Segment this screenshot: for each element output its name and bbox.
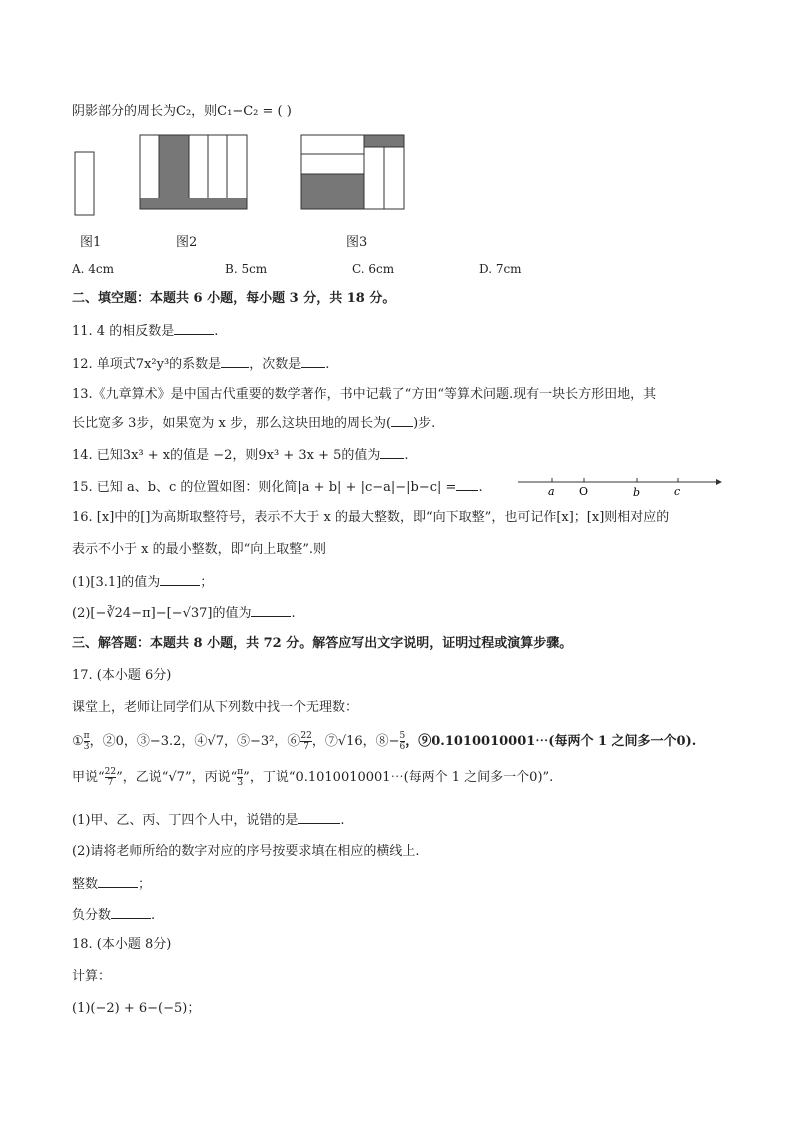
frac-num: π [237,767,244,777]
frac-den: 3 [237,778,244,788]
section-3-heading: 三、解答题：本题共 8 小题，共 72 分。解答应写出文字说明，证明过程或演算步骤。 [72,636,573,651]
q17-negative-fractions-tail: . [151,908,156,923]
question-15 [72,478,483,497]
q16-blank-1 [160,573,200,586]
q17-sub-1 [72,811,345,830]
q18-sub-1: (1)(−2) + 6−(−5)； [72,1001,201,1016]
q11-text: 11. 4 的相反数是 [72,324,175,339]
option-b: B. 5cm [225,262,268,276]
frac-num: 22 [104,767,117,777]
q12-part-a: 12. 单项式7x²y³的系数是 [72,357,222,372]
q16-line-2: 表示不小于 x 的最小整数，即“向上取整”.则 [72,542,327,557]
frac-num: π [83,731,90,741]
fraction-22-over-7 [300,731,311,752]
q17-negative-fractions-blank [111,906,151,919]
q17-integers-blank [98,875,138,888]
q13-line-2a: 长比宽多 3步，如果宽为 x 步，那么这块田地的周长为( [72,416,392,431]
figure-3-label: 图3 [346,235,368,250]
q15-text: 15. 已知 a、b、c 的位置如图：则化简|a + b| + |c−a|−|b−c| = [72,480,457,495]
q16-blank-2 [251,604,291,617]
q16-sub-1-text: (1)[3.1]的值为 [72,575,161,590]
question-11 [72,322,218,341]
q17-sub-1-tail: . [340,813,345,828]
q12-blank-2 [301,355,325,368]
frac-num: 5 [399,731,406,741]
q16-sub-2 [72,604,296,623]
q17-sub-1-text: (1)甲、乙、丙、丁四个人中，说错的是 [72,813,299,828]
q18-intro: 计算： [72,969,112,984]
figure-1-label: 图1 [80,235,102,250]
q13-blank [391,414,413,427]
fraction-22-over-7 [105,767,116,788]
section-2-heading: 二、填空题：本题共 6 小题，每小题 3 分，共 18 分。 [72,291,396,306]
q17-negative-fractions [72,906,155,925]
frac-den: 6 [399,742,406,752]
q17-list-part-d: ，⑨0.1010010001⋯(每两个 1 之间多一个0). [405,734,697,749]
q17-number-list [72,731,696,752]
q12-blank-1 [221,355,249,368]
option-d: D. 7cm [479,262,522,276]
q13-line-2 [72,414,435,433]
numline-label-b: b [633,486,641,499]
q15-blank [456,478,478,491]
figure-2-label: 图2 [176,235,198,250]
frac-num: 22 [300,731,312,741]
q16-sub-2-text: (2)[−∛24−π]−[−√37]的值为 [72,606,252,621]
figure-2 [139,134,249,212]
q17-negative-fractions-label: 负分数 [72,908,112,923]
question-14 [72,446,409,465]
q17-integers-label: 整数 [72,877,99,892]
q17-list-part-b: ，②0，③−3.2，④√7，⑤−3²，⑥ [89,734,301,749]
numline-label-a: a [548,485,555,498]
q17-says-a: 甲说“ [72,770,105,785]
question-12 [72,355,329,374]
figure-1 [74,151,96,217]
q14-tail: . [404,448,409,463]
numline-label-o: O [579,485,589,498]
q17-list-part-c: ，⑦√16，⑧− [311,734,400,749]
q17-intro: 课堂上，老师让同学们从下列数中找一个无理数： [72,700,359,715]
q15-tail: . [478,480,483,495]
q14-blank [380,446,404,459]
q10-stem: 阴影部分的周长为C₂，则C₁−C₂ = ( ) [72,104,292,119]
figure-3 [300,134,406,212]
option-c: C. 6cm [352,262,395,276]
q11-tail: . [214,324,219,339]
q17-head: 17. (本小题 6分) [72,668,172,683]
frac-den: 3 [83,742,90,752]
q16-sub-2-tail: . [291,606,296,621]
q17-says-c: ”，丁说“0.1010010001⋯(每两个 1 之间多一个0)”. [243,770,554,785]
q14-text: 14. 已知3x³ + x的值是 −2，则9x³ + 3x + 5的值为 [72,448,381,463]
q17-sub-2: (2)请将老师所给的数字对应的序号按要求填在相应的横线上. [72,844,420,859]
option-a: A. 4cm [72,262,115,276]
q17-integers [72,875,151,894]
numline-label-c: c [674,485,681,498]
q17-says-b: ”，乙说“√7”，丙说“ [116,770,238,785]
q16-line-1: 16. [x]中的[]为高斯取整符号，表示不大于 x 的最大整数，即“向下取整”，也可记作[x]；[x]则相对应的 [72,510,670,525]
frac-den: 7 [300,741,311,752]
q17-list-part-a: ① [72,734,84,749]
q16-sub-1-tail: ； [200,575,214,590]
q17-blank-1 [298,811,340,824]
number-line [518,476,722,502]
q11-blank [174,322,214,335]
q13-line-1: 13.《九章算术》是中国古代重要的数学著作，书中记载了“方田“等算术问题.现有一块长方形田地，其 [72,387,657,402]
q12-tail: . [325,357,330,372]
q18-head: 18. (本小题 8分) [72,937,172,952]
q13-line-2b: )步. [413,416,436,431]
frac-den: 7 [105,777,116,788]
q17-integers-tail: ； [138,877,152,892]
q16-sub-1 [72,573,213,592]
q12-part-b: ，次数是 [249,357,302,372]
q17-statements [72,767,553,788]
